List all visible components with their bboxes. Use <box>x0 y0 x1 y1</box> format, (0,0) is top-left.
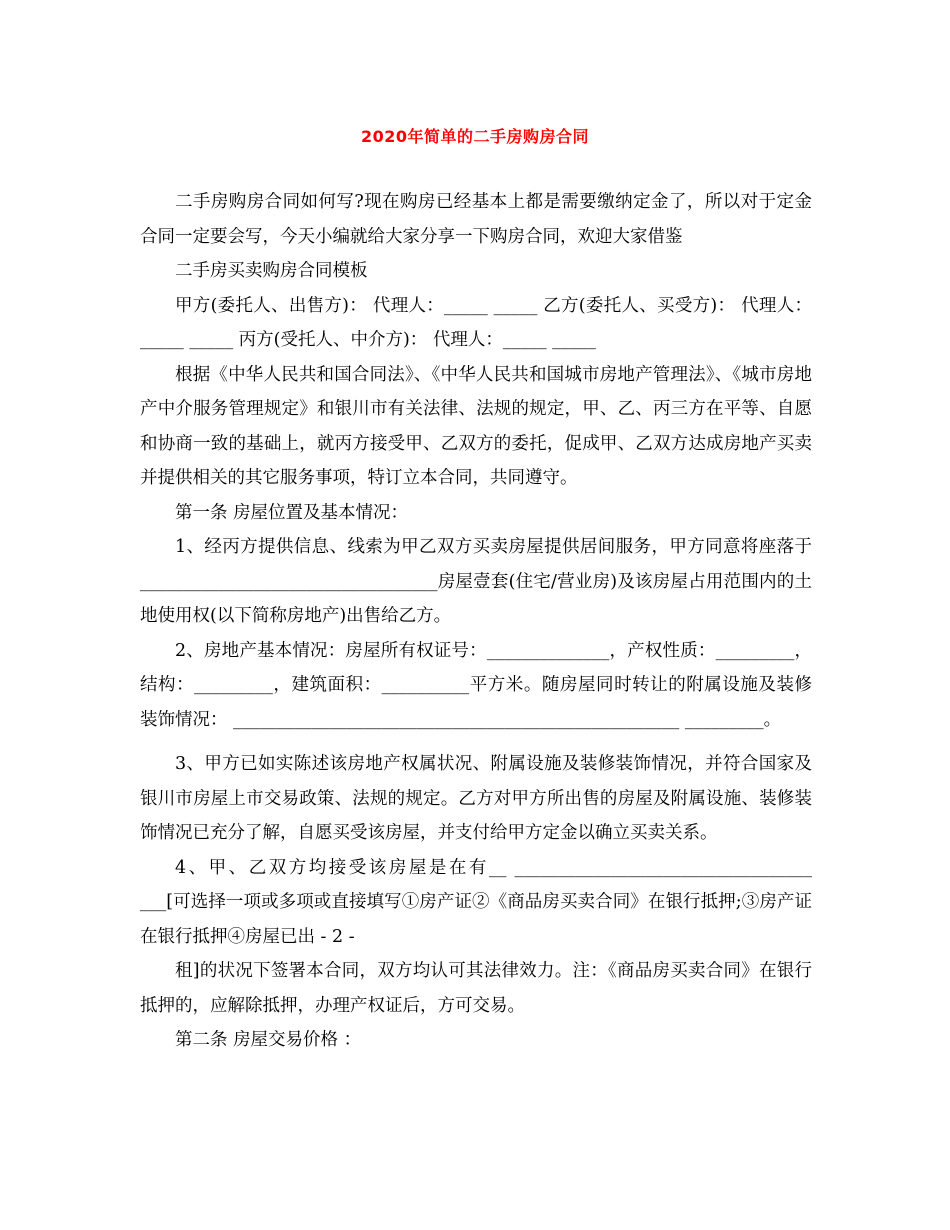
paragraph-legal-basis: 根据《中华人民共和国合同法》、《中华人民共和国城市房地产管理法》、《城市房地产中介服务管理规定》和银川市有关法律、法规的规定，甲、乙、丙三方在平等、自愿和协商一致的基础上，就丙方接受甲、乙双方的委托，促成甲、乙双方达成房地产买卖并提供相关的其它服务事项，特订立本合同，共同遵守。 <box>140 364 812 488</box>
paragraph-clause-1: 1、经丙方提供信息、线索为甲乙双方买卖房屋提供居间服务，甲方同意将座落于__________________________________房屋壹套(住宅/营业房)及该房屋占用范围内的土地使用权(以下简称房地产)出售给乙方。 <box>140 537 812 626</box>
paragraph-parties: 甲方(委托人、出售方)： 代理人：_____ _____ 乙方(委托人、买受方)： 代理人：_____ _____ 丙方(受托人、中介方)： 代理人：_____ _____ <box>140 295 812 350</box>
paragraph-intro: 二手房购房合同如何写?现在购房已经基本上都是需要缴纳定金了，所以对于定金合同一定要会写，今天小编就给大家分享一下购房合同，欢迎大家借鉴 <box>140 192 812 247</box>
paragraph-clause-3: 3、甲方已如实陈述该房地产权属状况、附属设施及装修装饰情况，并符合国家及银川市房屋上市交易政策、法规的规定。乙方对甲方所出售的房屋及附属设施、装修装饰情况已充分了解，自愿买受该房屋，并支付给甲方定金以确立买卖关系。 <box>140 754 812 843</box>
paragraph-template-heading: 二手房买卖购房合同模板 <box>175 261 368 281</box>
paragraph-clause-4: 4、甲、乙双方均接受该房屋是在有__ __________________________________ ___[可选择一项或多项或直接填写①房产证②《商品房买卖合同》在银行抵押;③房产证在银行抵押④房屋已出 - 2 - <box>140 857 812 947</box>
paragraph-article-2-heading: 第二条 房屋交易价格 ： <box>175 1030 362 1050</box>
paragraph-clause-4-continued: 租]的状况下签署本合同，双方均认可其法律效力。注：《商品房买卖合同》在银行抵押的，应解除抵押，办理产权证后，方可交易。 <box>140 961 812 1016</box>
paragraph-clause-2: 2、房地产基本情况：房屋所有权证号：______________，产权性质：_________，结构：_________，建筑面积：__________平方米。随房屋同时转让的附属设施及装修装饰情况： ___________________________________________________ _________。 <box>140 640 812 730</box>
document-title: 2020年简单的二手房购房合同 <box>360 127 590 146</box>
paragraph-article-1-heading: 第一条 房屋位置及基本情况： <box>175 502 409 523</box>
document-body <box>140 185 812 1058</box>
